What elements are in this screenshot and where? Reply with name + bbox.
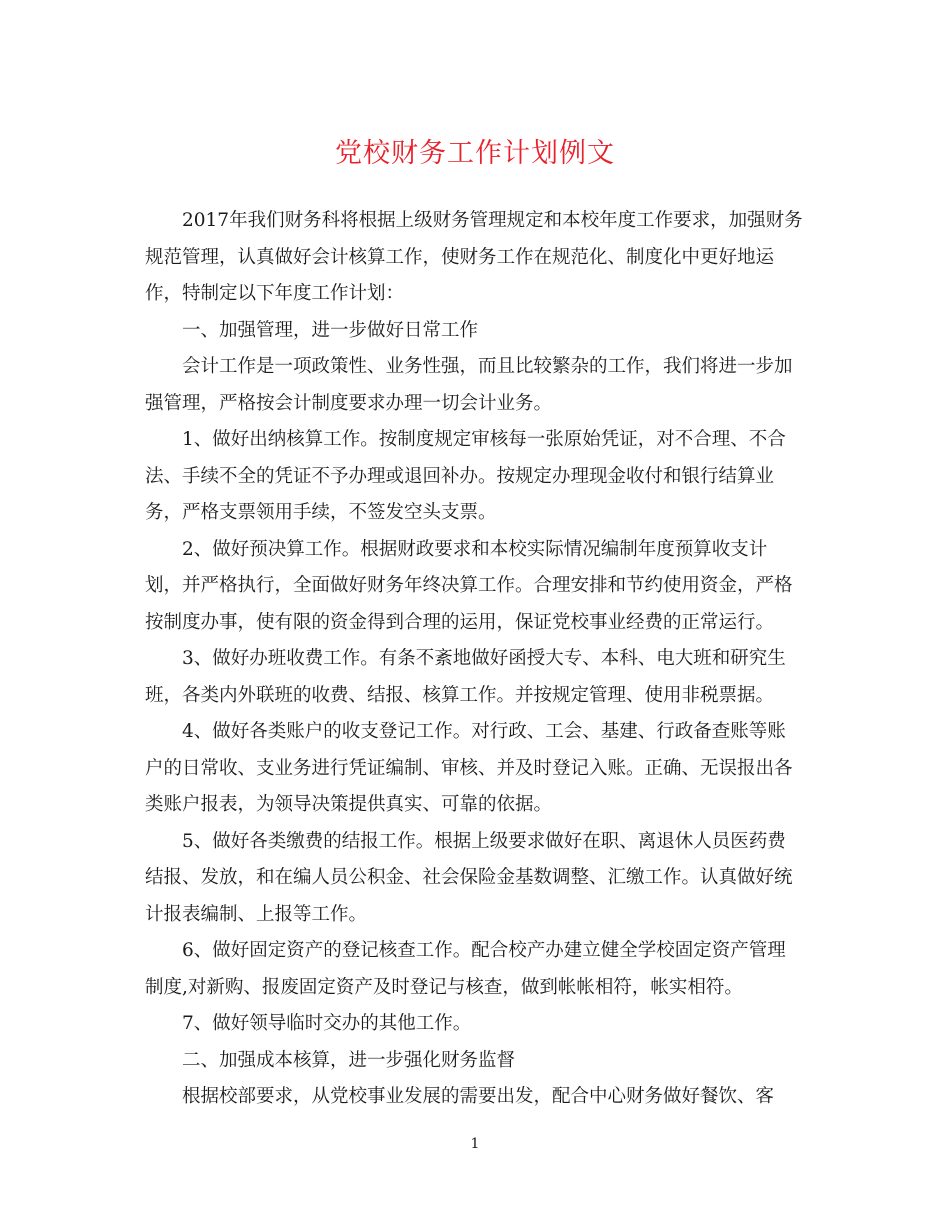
paragraph-line: 1、做好出纳核算工作。按制度规定审核每一张原始凭证，对不合理、不合	[182, 429, 786, 450]
paragraph-line: 作，特制定以下年度工作计划：	[145, 283, 405, 304]
paragraph-item-7	[145, 1006, 810, 1043]
page-number: 1	[470, 1136, 480, 1152]
paragraph-line: 5、做好各类缴费的结报工作。根据上级要求做好在职、离退休人员医药费	[182, 830, 786, 852]
section-heading-2	[145, 1043, 810, 1080]
paragraph-item-4	[145, 714, 810, 824]
paragraph-line: 一、加强管理，进一步做好日常工作	[182, 319, 479, 341]
paragraph-line: 法、手续不全的凭证不予办理或退回补办。按规定办理现金收付和银行结算业	[145, 465, 775, 487]
paragraph-intro	[145, 203, 810, 313]
paragraph-item-2	[145, 532, 810, 642]
paragraph-line: 户的日常收、支业务进行凭证编制、审核、并及时登记入账。正确、无误报出各	[145, 757, 793, 779]
paragraph-accounting	[145, 349, 810, 422]
paragraph-item-5	[145, 824, 810, 934]
paragraph-item-1	[145, 422, 810, 532]
paragraph-line: 按制度办事，使有限的资金得到合理的运用，保证党校事业经费的正常运行。	[145, 611, 775, 633]
paragraph-line: 类账户报表，为领导决策提供真实、可靠的依据。	[145, 794, 553, 815]
document-body	[145, 203, 810, 1116]
paragraph-line: 划，并严格执行，全面做好财务年终决算工作。合理安排和节约使用资金，严格	[145, 575, 793, 596]
paragraph-line: 制度,对新购、报废固定资产及时登记与核查，做到帐帐相符，帐实相符。	[145, 976, 743, 998]
paragraph-line: 2017年我们财务科将根据上级财务管理规定和本校年度工作要求，加强财务	[182, 210, 803, 231]
paragraph-line: 计报表编制、上报等工作。	[145, 903, 368, 925]
paragraph-item-3	[145, 641, 810, 714]
document-title: 党校财务工作计划例文	[335, 138, 615, 169]
section-heading-1	[145, 313, 810, 350]
paragraph-line: 规范管理，认真做好会计核算工作，使财务工作在规范化、制度化中更好地运	[145, 246, 775, 268]
paragraph-line: 3、做好办班收费工作。有条不紊地做好函授大专、本科、电大班和研究生	[182, 648, 786, 669]
paragraph-line: 结报、发放，和在编人员公积金、社会保险金基数调整、汇缴工作。认真做好统	[145, 867, 793, 888]
paragraph-line: 2、做好预决算工作。根据财政要求和本校实际情况编制年度预算收支计	[182, 538, 768, 560]
paragraph-line: 班，各类内外联班的收费、结报、核算工作。并按规定管理、使用非税票据。	[145, 684, 775, 706]
paragraph-line: 务，严格支票领用手续，不签发空头支票。	[145, 502, 497, 523]
paragraph-item-6	[145, 933, 810, 1006]
paragraph-cost	[145, 1079, 810, 1116]
paragraph-line: 4、做好各类账户的收支登记工作。对行政、工会、基建、行政备查账等账	[182, 721, 786, 742]
paragraph-line: 二、加强成本核算，进一步强化财务监督	[182, 1049, 516, 1071]
paragraph-line: 6、做好固定资产的登记核查工作。配合校产办建立健全学校固定资产管理	[182, 940, 786, 961]
paragraph-line: 会计工作是一项政策性、业务性强，而且比较繁杂的工作，我们将进一步加	[182, 356, 793, 377]
paragraph-line: 强管理，严格按会计制度要求办理一切会计业务。	[145, 392, 553, 414]
paragraph-line: 7、做好领导临时交办的其他工作。	[182, 1013, 472, 1034]
paragraph-line: 根据校部要求，从党校事业发展的需要出发，配合中心财务做好餐饮、客	[182, 1086, 775, 1107]
